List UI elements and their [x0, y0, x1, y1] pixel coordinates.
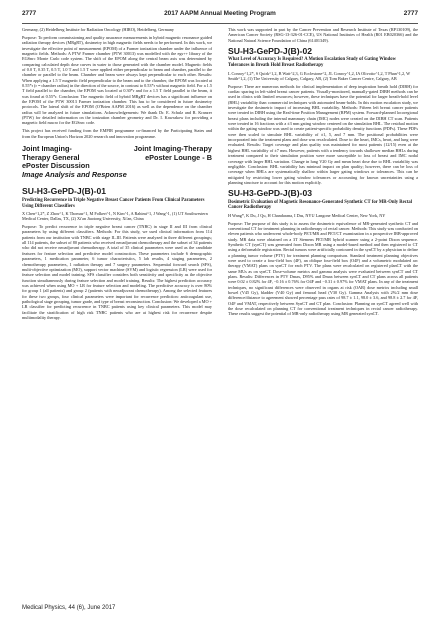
header-rule [22, 23, 418, 24]
abstract-body: Purpose: The purpose of this study is to assess the dosimetric equivalence of MR-generated synthetic CT and conventional CT for treatment planning in radiotherapy of rectal cancer. Methods: This study was conducted on eleven patients who underwent whole-body PET/MR and PET/CT examination in a prospective IRB-approved study. MR data were obtained on a 3T Siemens PET/MR hybrid scanner using a 2-point Dixon sequence. Synthetic CT (synCT) was generated from Dixon MR using a model-based method and then registered to CT using a deformable registration. Rectal tumors were artificially contoured in the synCT by a physician to define a planning tumor volume (PTV) for treatment planning comparison. Standard treatment planning objectives were used to create a four-field box (4F), an oblique four-field box (O4F) and a volumetric modulated arc therapy (VMAT) plans on synCT for each PTV. The plans were recalculated on registered planCT with the same MUs as on synCT. Dose-volume metrics and gamma analysis were evaluated between synCT and CT plans. Results: Differences in PTV Dmax, D95% and Dmax between synCT and CT plans across all patients were 0.02 ± 0.82% for 4F, −0.16 ± 0.76% for O4F and −0.31 ± 0.97% for VMAT plans. In any of the treatment techniques, no significant differences were observed in organs at risk (OAR) dose metrics including small bowel (V45 Gy), bladder (V40 Gy) and femoral head (V30 Gy). Gamma Analysis with 2%/2 mm dose difference/distance to agreement showed percentage pass rates of 98.7 ± 1.1, 98.0 ± 3.6, and 98.8 ± 2.7 for 4F, O4F and VMAT, respectively between SynCT and CT plan. Conclusion: Planning on synCT agreed well with the dose recalculated on planning CT for conventional treatment techniques in rectal cancer radiotherapy. These results suggest the potential of MR-only radiotherapy using MR generated synCT. [228, 220, 418, 317]
session-name-right: Joint Imaging-Therapy ePoster Lounge - B [133, 144, 212, 162]
session-topic: Image Analysis and Response [22, 169, 127, 179]
abstract-body: Purpose: There are numerous methods for clinical implementation of deep inspiration breath hold (DIBH) for cardiac sparing in left-sided breast cancer patients. Visually-monitored, manually-gated DIBH methods can be used in clinics with limited resources; however, these techniques have the potential for larger breath-hold level (BHL) variability than commercial techniques with automated beam-holds. In this motion escalation study, we investigate the dosimetric impact of increasing BHL variability. Methods: Fifteen left breast cancer patients were treated in DIBH using the Real-time Position Management (RPM) system. Forward-planned locoregional breast plans including the internal mammary chain (IMC) nodes were created on the DIBH CT scan. Patients were treated in 16 fractions with a ±3 mm gating window centered on the simulation BHL. The residual motion within the gating window was used to create patient-specific probability density functions (PDFs). These PDFs were then scaled to simulate BHL variability of ±1, 5, and 7 mm. The positional probabilities were incorporated into the treatment plans and dose was recalculated. Dose to the heart, IMCs, heart, and lung were evaluated. Results: Target coverage and plan quality was maintained for most patients (12/15) even at the highest BHL variability of ±7 mm. However, patients with a tendency towards shallower median BHLs during treatment compared to their simulation position were more susceptible to loss of breast and IMC nodal coverage with larger BHL variation. Change in lung V20 Gy and mean heart dose due to BHL variability was negligible. Conclusion: BHL variability has minimal impact on plan quality; however, there can be loss of coverage when BHLs are systematically shallow within larger gating windows or tolerances. This can be mitigated by restricting lower gating window tolerances or accounting for known uncertainties using a planning structure to account for this motion explicitly. [228, 83, 418, 185]
session-banner [22, 145, 212, 179]
journal-footer: Medical Physics, 44 (6), June 2017 [22, 605, 116, 611]
funding-note: This project has received funding from the EMPIR programme co-financed by the Participating States and from the European Union's Horizon 2020 research and innovation programme. [22, 128, 212, 139]
session-name-left: Joint Imaging- Therapy General ePoster Discussion Image Analysis and Response [22, 144, 127, 179]
abstract-id: SU-H3-GePD-J(B)-03 [228, 188, 313, 199]
abstract-title: Predicting Recurrence in Triple Negative Breast Cancer Patients From Clinical Parameters Using Different Classifiers [22, 197, 205, 209]
abstract-authors: L Conroy^1,2*, S Quirk^1,2, B Watt^2,3, G Ecclestone^2, JL Conroy^1,2, IA Olivotto^1,2, T Phan^1,2, W Smith^1,2, (1) The University of Calgary, Calgary, AB, (2) Tom Baker Cancer Centre, Calgary, AB [228, 70, 411, 81]
meeting-title: 2017 AAPM Annual Meeting Program [164, 10, 276, 17]
funding-note: This work was supported in part by the Cancer Prevention and Research Institute of Texas (RP130109), the American Cancer Society (RSG-13-326-01-CCE), US National Institutes of Health (R01 EB020366) and the National Natural Science Foundation of China (61401349). [228, 27, 418, 43]
abstract-title: What Level of Accuracy Is Required? A Motion Escalation Study of Gating Window Tolerances in Breath Hold Breast Radiotherapy [228, 57, 396, 69]
page-number-right: 2777 [403, 10, 418, 17]
left-column [22, 27, 212, 323]
affiliation-continuation: Germany, (2) Heidelberg Institute for Radiation Oncology (HIRO), Heidelberg, Germany [22, 27, 175, 32]
abstract-id: SU-H3-GePD-J(B)-02 [228, 46, 313, 57]
abstract-authors: X Chen^1,2*, Z Zhou^1, K Thomas^1, M Folkert^1, N Kim^1, A Rahimi^1, J Wang^1, (1) UT Southwestern Medical Center, Dallas, TX, (2) Xi'an Jiaotong University, Xi'an, China [22, 211, 208, 222]
abstract-body: Purpose: To predict recurrence in triple negative breast cancer (TNBC) in stage II and III from clinical parameters by using different classifiers. Methods: For this study, we used clinical information from 114 patients from our institution with TNBC with stage II–III. Patients were analyzed in three different groupings; all 114 patients, the subset of 80 patients who received neoadjuvant chemotherapy and the subset of 34 patients who did not receive neoadjuvant chemotherapy. A total of 35 clinical parameters were used as the candidate features for feature selection and predictive model construction. These parameters include 6 demographic parameters, 1 medication parameter, 6 tumor characteristics, 5 lab results, 4 staging parameters, 2 chemotherapy parameters, 1 radiation therapy and 7 surgery parameters. Sequential forward search (SFS), multi-objective optimization (MO), support vector machine (SVM) and logistic regression (LR) were used for feature selection and model training. SFS classifier considers both sensitivity and specificity as the objective function simultaneously during feature selection and model training. Results: The highest prediction accuracy was achieved when using MO + LR for feature selection and modeling. The predictive accuracy is over 80% for group 1 (all patients) and group 2 (patients with neoadjuvant chemotherapy). Among the selected features for these two groups, four clinical parameters were important for recurrence prediction: anticoagulant use, pathological stage grouping, tumor grade, and type of breast reconstruction. Conclusion: We developed a MO + LR classifier for predicting recurrence in TNBC patients using key clinical parameters. This model may facilitate the stratification of high risk TNBC patients who are at highest risk for recurrence despite multimodality therapy. [22, 224, 212, 320]
abstract-title: Dosimetric Evaluation of Magnetic Resonance-Generated Synthetic CT for MR-Only Rectal Cancer Radiotherapy [228, 199, 413, 211]
abstract-body: Purpose: To perform commissioning and quality assurance measurements in hybrid magnetic resonance guided radiation therapy devices (MRgRT), dosimetry in high magnetic fields needs to be performed. In this work, we investigate the effective point of measurement (EPOM) of a Farmer ionization chamber under the influence of magnetic fields. Methods: A PTW Farmer chamber (PTW 30013) was modelled with the egs++ library of the EGSnrc Monte Carlo code system. The shift of the EPOM along the central beam axis was determined by comparing calculated depth dose curves in water to those generated with the chamber model. Magnetic fields of 0.0 T, 0.35 T, 0.5 T, 1.0 T and 1.5 T were applied either perpendicular to beam and chamber, parallel to the chamber or parallel to the beam. Chamber and beam were always kept perpendicular to each other. Results: When applying a 1.5 T magnetic field perpendicular to the beam and to the chamber, the EPOM was located at 0.55*r (r = chamber radius) in the direction of the source, in contrast to 0.53*r without magnetic field. For a 1.5 T field parallel to the chamber, the EPOM was located at 0.30*r and for a 1.5 T field parallel to the beam, it was found at 0.55*r. Conclusion: The magnetic field of hybrid MRgRT devices has a significant influence on the EPOM of the PTW 30013 Farmer ionization chamber. This has to be considered in future dosimetry protocols. The lateral shift of the EPOM (O'Brien AAPM 2016) as well as the dependence on the chamber radius will be analyzed in future simulations. Acknowledgements: We thank Dr. E. Schulz and R. Kranzer (PTW) for detailed information on the ionization chamber geometry and Dr. I. Kawrakow for providing a magnetic field macro for the EGSnrc code. [22, 34, 212, 126]
abstract-id: SU-H3-GePD-J(B)-01 [22, 186, 107, 197]
right-column [228, 27, 418, 319]
page-number-left: 2777 [22, 10, 37, 17]
abstract-authors: H Wang*, K Du, J Qu, H Chandarana, I Das, NYU Langone Medical Center, New York, NY [228, 212, 386, 218]
running-header [22, 10, 418, 24]
